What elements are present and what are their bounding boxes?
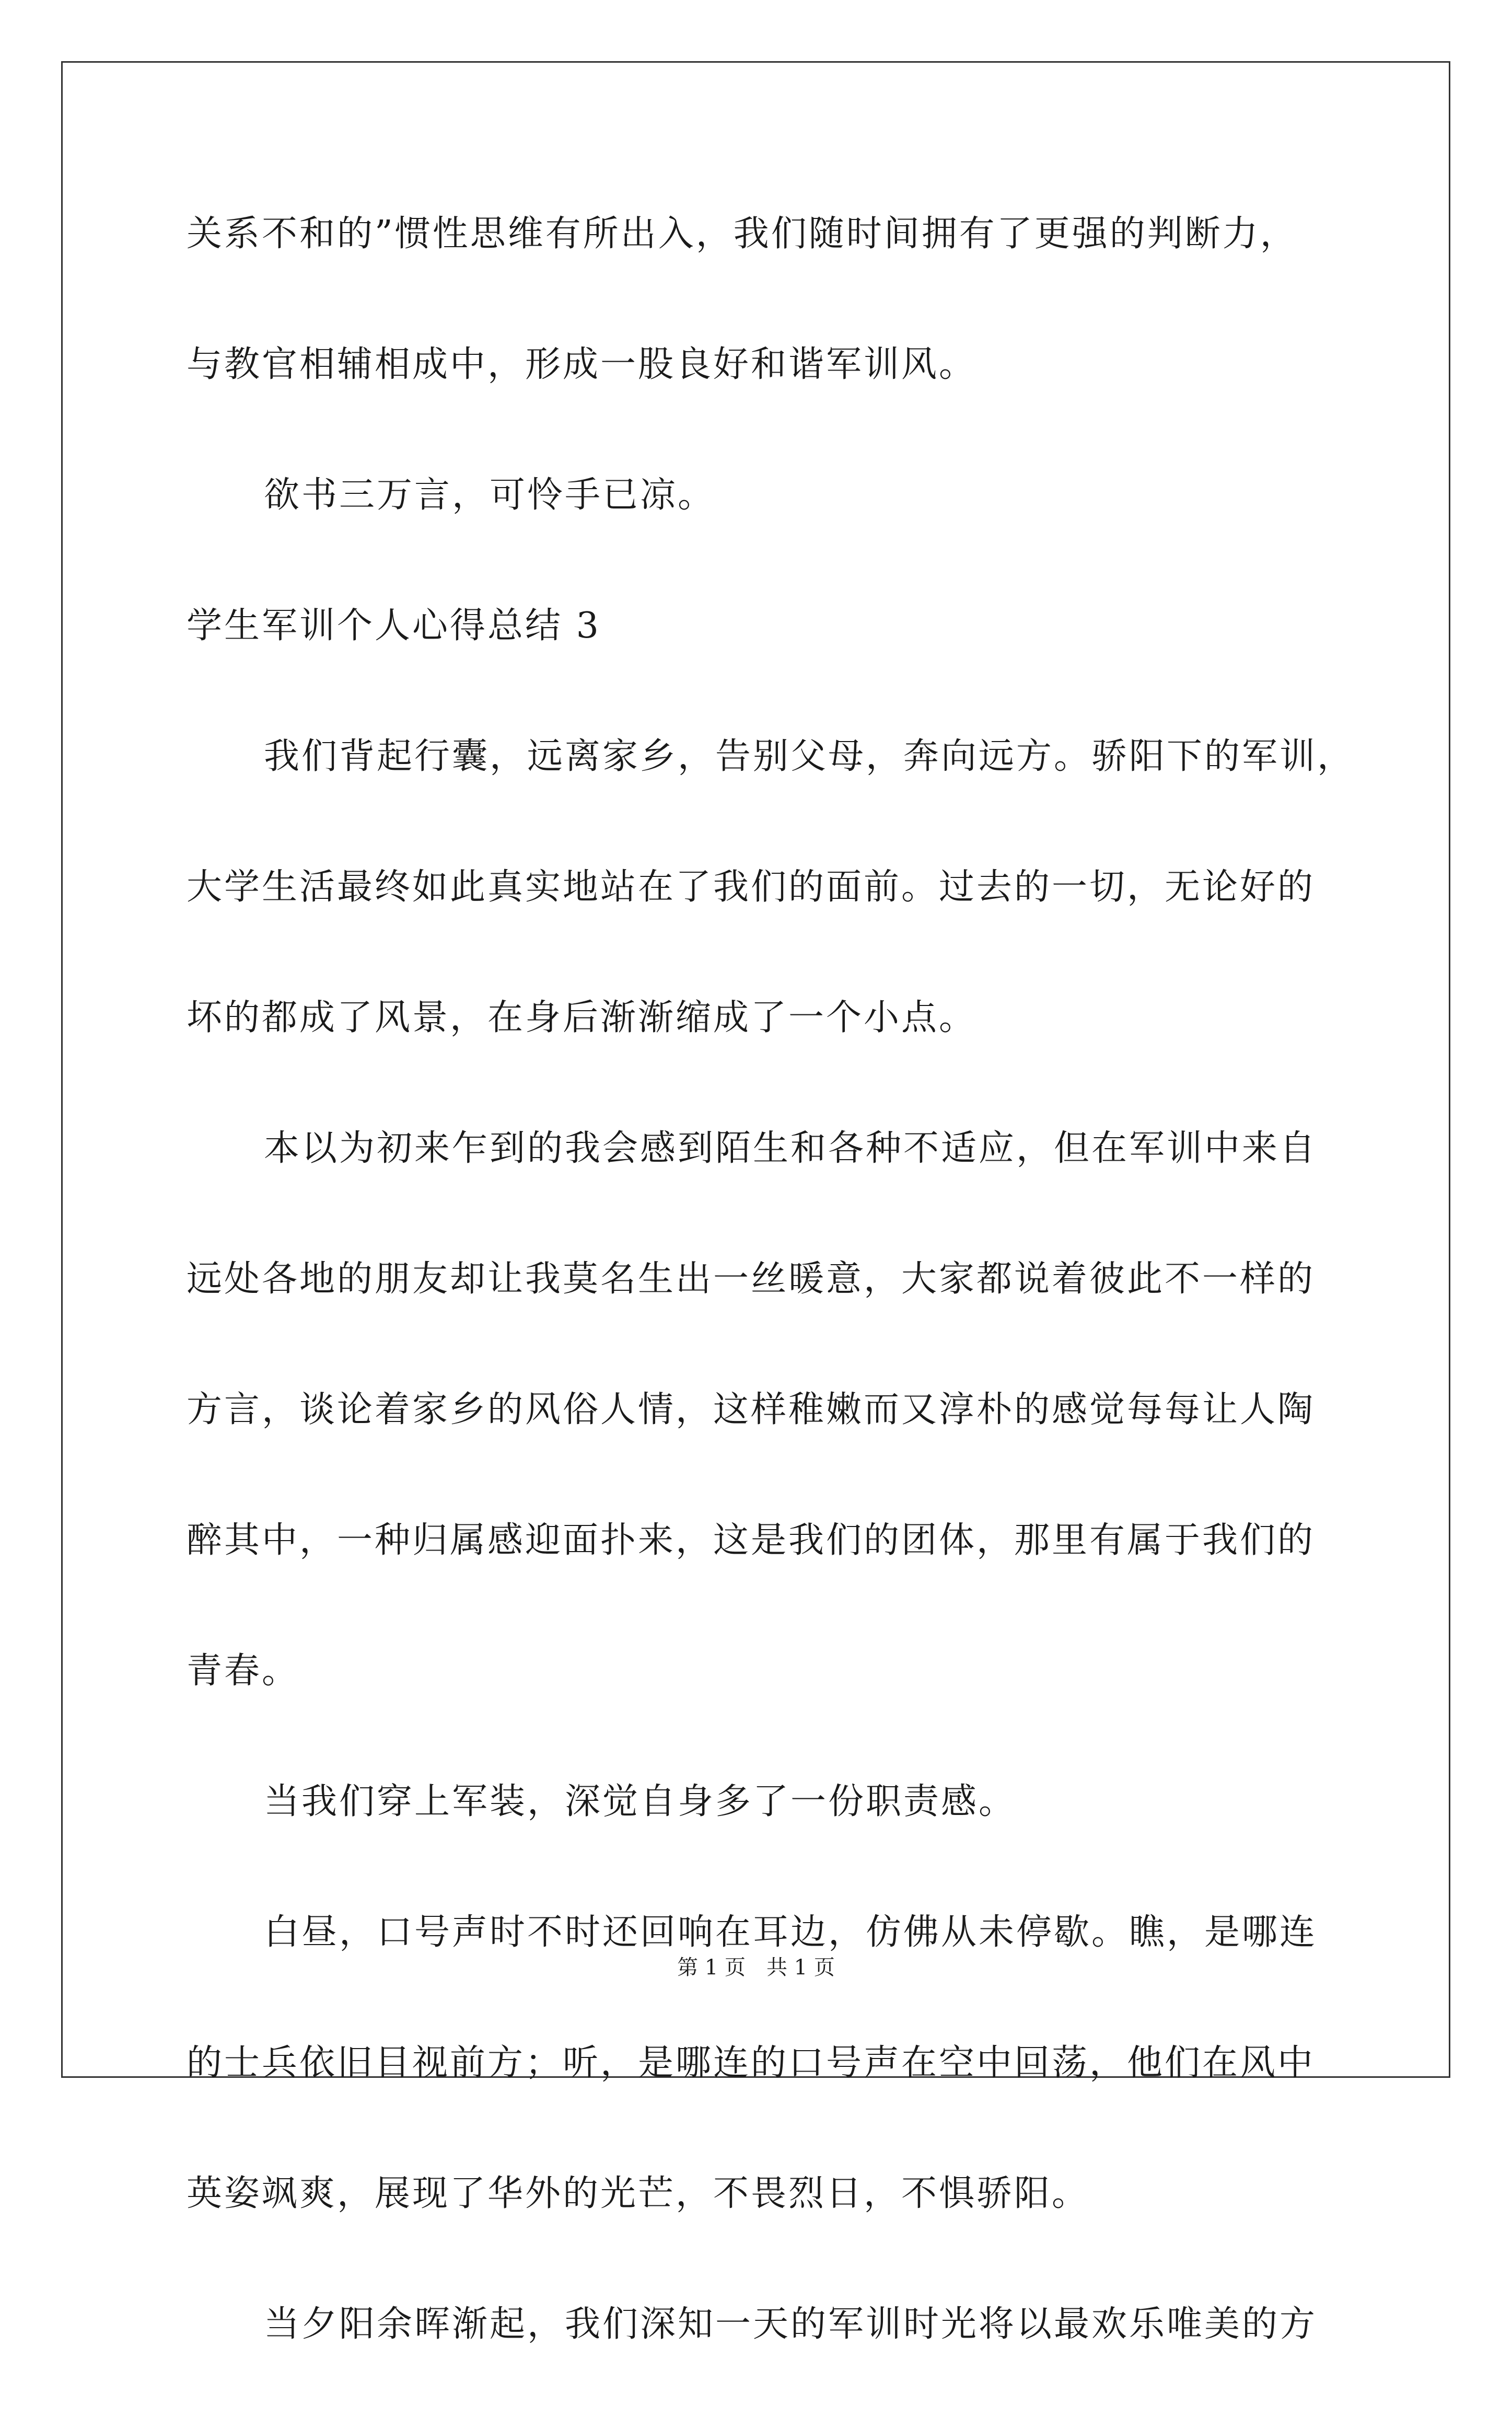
text-line: 英姿飒爽，展现了华外的光芒，不畏烈日，不惧骄阳。 bbox=[187, 2173, 1090, 2214]
page-footer bbox=[0, 1952, 1512, 1983]
text-line: 醉其中，一种归属感迎面扑来，这是我们的团体，那里有属于我们的 bbox=[187, 1520, 1316, 1561]
text-line: 远处各地的朋友却让我莫名生出一丝暖意，大家都说着彼此不一样的 bbox=[187, 1258, 1316, 1300]
text-line: 的士兵依旧目视前方；听，是哪连的口号声在空中回荡，他们在风中 bbox=[187, 2042, 1316, 2084]
text-line: 本以为初来乍到的我会感到陌生和各种不适应，但在军训中来自 bbox=[264, 1128, 1318, 1169]
text-line: 坏的都成了风景，在身后渐渐缩成了一个小点。 bbox=[187, 997, 977, 1038]
text-line: 欲书三万言，可怜手已凉。 bbox=[264, 475, 716, 516]
section-heading: 学生军训个人心得总结 3 bbox=[187, 605, 601, 646]
page-number: 第 1 页 bbox=[677, 1956, 746, 1980]
document-body bbox=[187, 196, 1355, 2417]
text-line: 与教官相辅相成中，形成一股良好和谐军训风。 bbox=[187, 344, 977, 385]
text-line: 关系不和的”惯性思维有所出入，我们随时间拥有了更强的判断力， bbox=[187, 213, 1298, 255]
page-total: 共 1 页 bbox=[766, 1956, 835, 1980]
text-line: 当夕阳余晖渐起，我们深知一天的军训时光将以最欢乐唯美的方 bbox=[264, 2304, 1318, 2345]
text-line: 当我们穿上军装，深觉自身多了一份职责感。 bbox=[264, 1781, 1017, 1822]
text-line: 青春。 bbox=[187, 1650, 300, 1692]
text-line: 方言，谈论着家乡的风俗人情，这样稚嫩而又淳朴的感觉每每让人陶 bbox=[187, 1389, 1316, 1430]
text-line: 大学生活最终如此真实地站在了我们的面前。过去的一切，无论好的 bbox=[187, 866, 1316, 908]
text-line: 我们背起行囊，远离家乡，告别父母，奔向远方。骄阳下的军训， bbox=[264, 736, 1355, 777]
text-line: 白昼，口号声时不时还回响在耳边，仿佛从未停歇。瞧，是哪连 bbox=[264, 1912, 1318, 1953]
